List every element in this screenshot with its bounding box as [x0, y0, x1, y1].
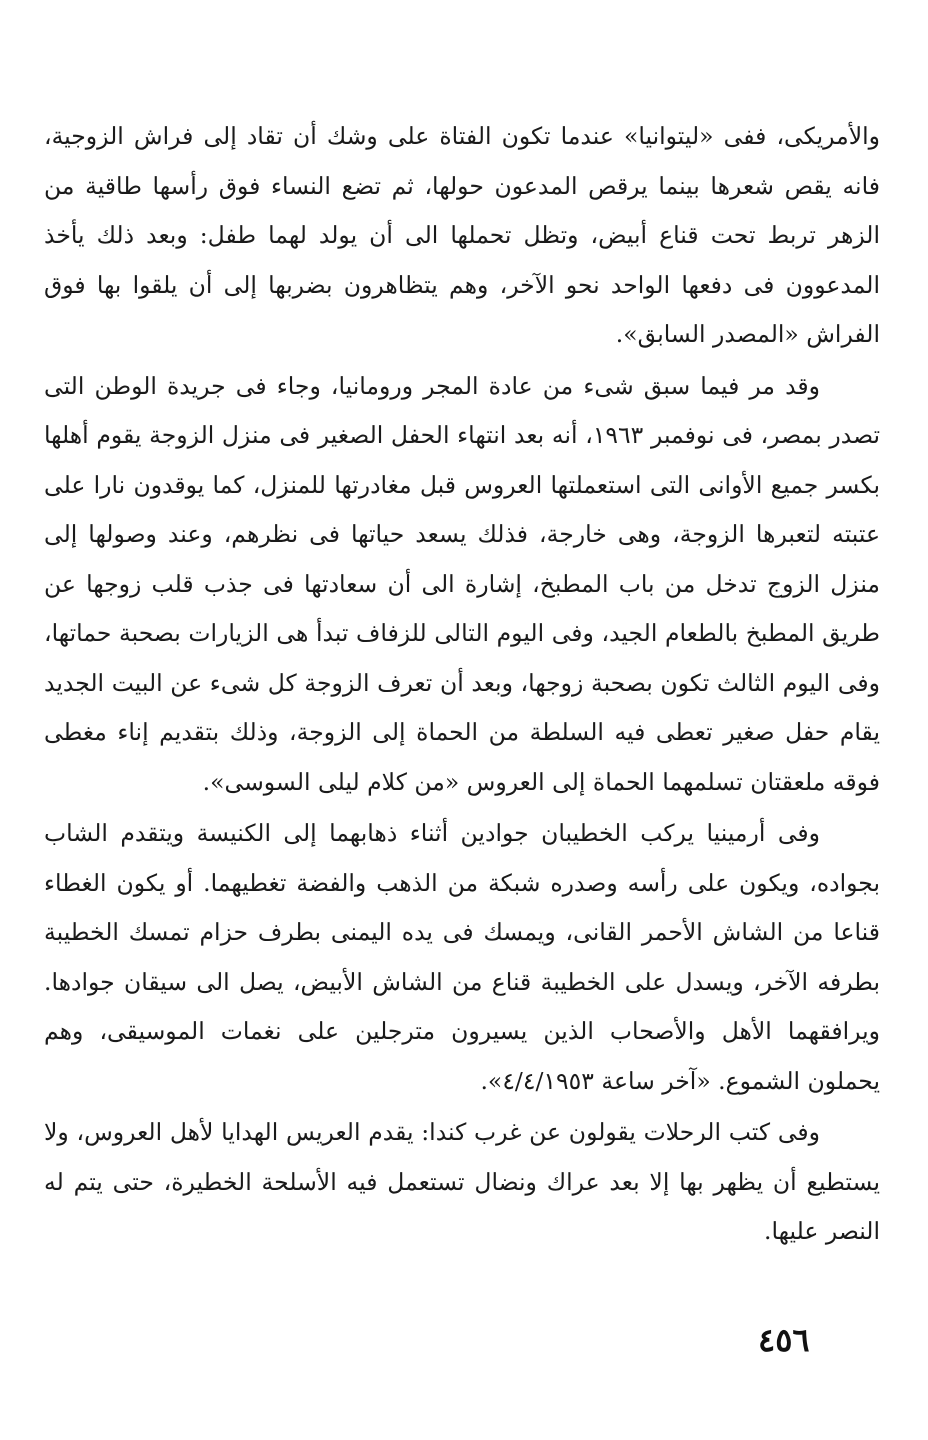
page-number: ٤٥٦: [758, 1321, 810, 1359]
paragraph-hungary-romania: وقد مر فيما سبق شىء من عادة المجر ورومانيا، وجاء فى جريدة الوطن التى تصدر بمصر، فى نوفمبر ١٩٦٣، أنه بعد انتهاء الحفل الصغير فى منزل الزوجة يقوم أهلها بكسر جميع الأوانى التى استعملتها العروس قبل مغادرتها للمنزل، كما يوقدون نارا على عتبته لتعبرها الزوجة، وهى خارجة، فذلك يسعد حياتها فى نظرهم، وعند وصولها إلى منزل الزوج تدخل من باب المطبخ، إشارة الى أن سعادتها فى جذب قلب زوجها عن طريق المطبخ بالطعام الجيد، وفى اليوم التالى للزفاف تبدأ هى الزيارات بصحبة حماتها، وفى اليوم الثالث تكون بصحبة زوجها، وبعد أن تعرف الزوجة كل شىء عن البيت الجديد يقام حفل صغير تعطى فيه السلطة من الحماة إلى الزوجة، وذلك بتقديم إناء مغطى فوقه ملعقتان تسلمهما الحماة إلى العروس «من كلام ليلى السوسى».: [44, 371, 881, 796]
paragraph-lithuania: والأمريكى، ففى «ليتوانيا» عندما تكون الفتاة على وشك أن تقاد إلى فراش الزوجية، فانه يقص شعرها بينما يرقص المدعون حولها، ثم تضع النساء فوق رأسها طاقية من الزهر تربط تحت قناع أبيض، وتظل تحملها الى أن يولد لهما طفل: وبعد ذلك يأخذ المدعوون فى دفعها الواحد نحو الآخر، وهم يتظاهرون بضربها إلى أن يلقوا بها فوق الفراش «المصدر السابق».: [44, 122, 880, 348]
body-text: [44, 112, 880, 1259]
paragraph-armenia: وفى أرمينيا يركب الخطيبان جوادين أثناء ذهابهما إلى الكنيسة ويتقدم الشاب بجواده، ويكون على رأسه وصدره شبكة من الذهب والفضة تغطيهما. أو يكون الغطاء قناعا من الشاش الأحمر القانى، ويمسك فى يده اليمنى بطرف حزام تمسك الخطيبة بطرفه الآخر، ويسدل على الخطيبة قناع من الشاش الأبيض، يصل الى سيقان جوادها. ويرافقهما الأهل والأصحاب الذين يسيرون مترجلين على نغمات الموسيقى، وهم يحملون الشموع. «آخر ساعة ٤/٤/١٩٥٣».: [44, 819, 880, 1095]
paragraph-west-canada: وفى كتب الرحلات يقولون عن غرب كندا: يقدم العريس الهدايا لأهل العروس، ولا يستطيع أن يظهر بها إلا بعد عراك ونضال تستعمل فيه الأسلحة الخطيرة، حتى يتم له النصر عليها.: [44, 1118, 880, 1245]
